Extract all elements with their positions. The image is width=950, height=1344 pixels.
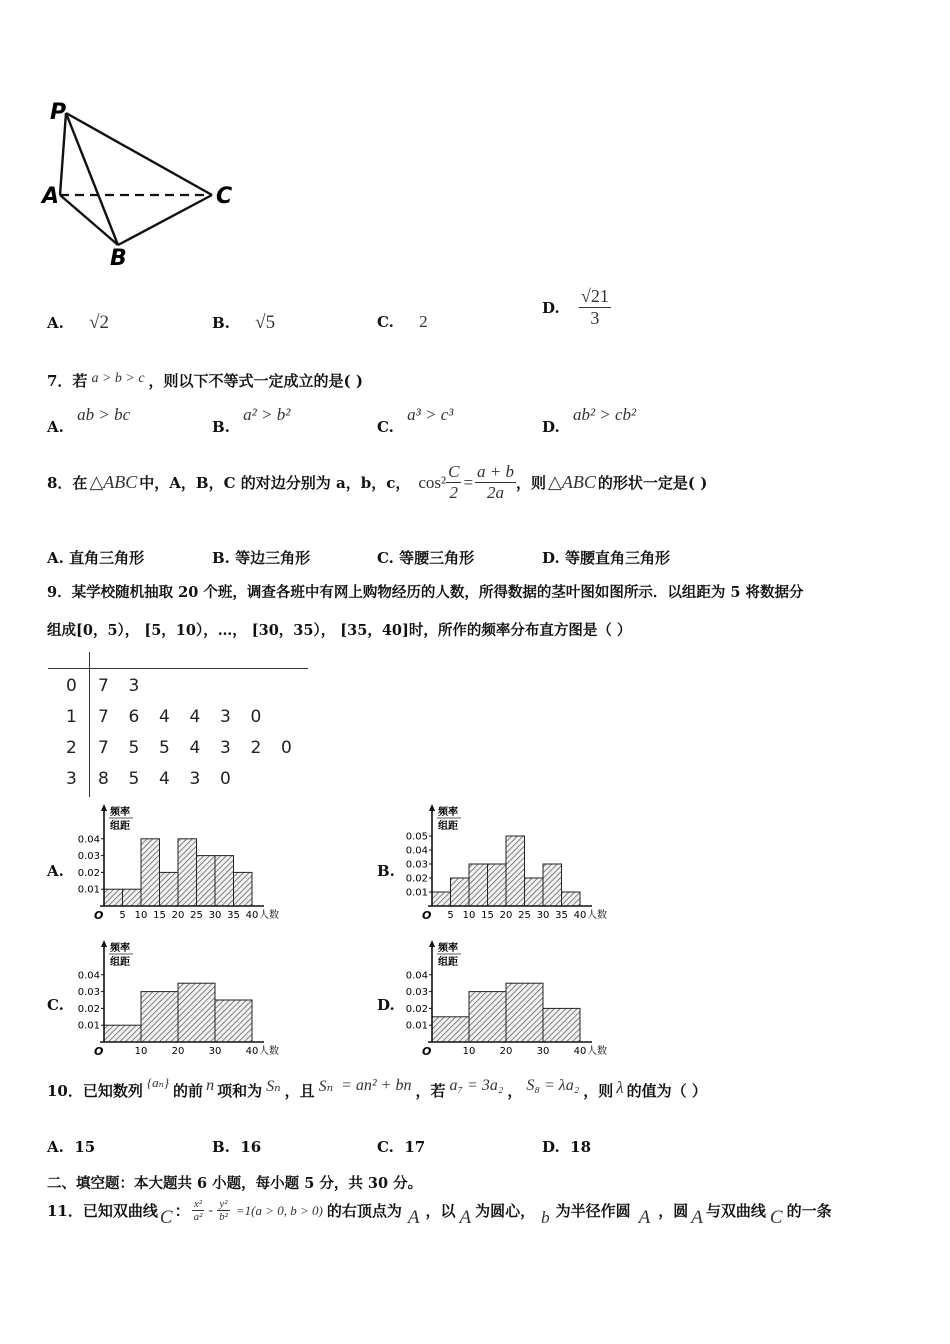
y-tick-label: 0.04 [405, 845, 428, 857]
histogram-d [404, 938, 607, 1062]
x-tick-label: 20 [499, 1046, 513, 1057]
edge-pb [66, 113, 118, 245]
label-c: C [216, 184, 233, 209]
y-tick-label: 0.01 [405, 887, 428, 899]
leaf-value: 2 [250, 738, 262, 758]
x-tick-label: 10 [134, 1046, 148, 1057]
histogram-bar [141, 839, 160, 906]
stem-value: 2 [66, 738, 77, 758]
histogram-bar [525, 878, 544, 906]
y-tick-label: 0.02 [405, 873, 428, 885]
histogram-bar [197, 856, 216, 906]
histogram-bar [543, 1008, 580, 1042]
y-tick-label: 0.02 [77, 1003, 100, 1015]
histogram-bar [215, 1000, 252, 1042]
histogram-bar [488, 864, 507, 906]
y-tick-label: 0.04 [77, 834, 100, 846]
q6-option-b: B. √5 [212, 312, 276, 333]
y-label-top: 频率 [110, 943, 130, 954]
stem-leaf-plot [48, 652, 308, 800]
x-axis-label: 人数 [259, 910, 279, 921]
y-tick-label: 0.03 [77, 987, 100, 999]
histogram-bar [543, 864, 562, 906]
y-tick-label: 0.02 [405, 1003, 428, 1015]
q10-question: 10．已知数列 {aₙ} 的前 n 项和为 Sₙ ，且 Sₙ = an² + bn ，若 a₇ = 3a₂ ， S₈ = λa₂ ，则 λ 的值为（ ） [47, 1074, 707, 1100]
y-tick-label: 0.01 [77, 1020, 100, 1032]
x-tick-label: 35 [227, 910, 240, 921]
x-tick-label: 10 [462, 910, 476, 921]
leaf-value: 4 [189, 707, 201, 727]
x-tick-label: 40 [573, 1046, 587, 1057]
leaf-value: 5 [128, 769, 140, 789]
x-tick-label: 15 [153, 910, 166, 921]
histogram-bar [160, 872, 179, 906]
q9-option-a: A. [47, 862, 64, 880]
y-tick-label: 0.04 [405, 970, 428, 982]
x-tick-label: 30 [536, 910, 550, 921]
y-axis-arrow [429, 940, 435, 947]
y-tick-label: 0.05 [405, 831, 428, 843]
x-tick-label: 15 [481, 910, 494, 921]
y-tick-label: 0.01 [405, 1020, 428, 1032]
histogram-bar [469, 864, 488, 906]
y-tick-label: 0.03 [405, 859, 428, 871]
origin-label: O [422, 909, 432, 922]
histogram-c [76, 938, 279, 1062]
y-label-bottom: 组距 [110, 821, 130, 832]
histogram-bar [506, 983, 543, 1042]
q10-option-d: D. 18 [542, 1138, 592, 1156]
q10-option-a: A. 15 [47, 1138, 96, 1156]
origin-label: O [422, 1045, 432, 1058]
q9-question-line2: 组成[0，5）， [5，10），…， [30，35）， [35，40]时，所作的频率分布直方图是（ ） [47, 622, 632, 639]
histogram-bar [432, 1017, 469, 1042]
q8-option-c: C. 等腰三角形 [377, 549, 475, 567]
leaf-value: 7 [98, 738, 109, 758]
leaf-value: 7 [98, 676, 109, 696]
x-tick-label: 25 [518, 910, 531, 921]
leaf-value: 3 [128, 676, 140, 696]
y-label-bottom: 组距 [110, 957, 130, 968]
leaf-value: 7 [98, 707, 109, 727]
edge-pa [60, 113, 66, 195]
origin-label: O [94, 909, 104, 922]
histogram-bar [178, 839, 197, 906]
histogram-bar [234, 872, 253, 906]
y-tick-label: 0.01 [77, 884, 100, 896]
leaf-value: 4 [159, 707, 170, 727]
x-axis-label: 人数 [587, 910, 607, 921]
x-tick-label: 5 [447, 910, 454, 921]
leaf-value: 4 [159, 769, 170, 789]
leaf-value: 0 [250, 707, 262, 727]
edge-bc [118, 195, 212, 245]
x-tick-label: 25 [190, 910, 203, 921]
q9-option-c: C. [47, 996, 64, 1014]
histogram-a [76, 802, 279, 926]
y-axis-arrow [429, 804, 435, 811]
leaf-value: 3 [220, 707, 231, 727]
x-axis-label: 人数 [587, 1046, 607, 1057]
pyramid-figure [40, 95, 250, 270]
leaf-value: 3 [220, 738, 231, 758]
y-axis-arrow [101, 804, 107, 811]
x-tick-label: 30 [536, 1046, 550, 1057]
stem-header-line [48, 668, 308, 669]
histogram-bar [469, 992, 506, 1042]
leaf-value: 0 [220, 769, 231, 789]
leaf-value: 6 [128, 707, 140, 727]
histogram-bar [123, 889, 142, 906]
label-p: P [50, 100, 67, 125]
leaf-value: 8 [98, 769, 109, 789]
y-tick-label: 0.03 [77, 851, 100, 863]
y-label-top: 频率 [438, 807, 458, 818]
q7-question: 7．若 a > b > c ，则以下不等式一定成立的是( ) [47, 371, 363, 390]
x-tick-label: 35 [555, 910, 568, 921]
y-label-bottom: 组距 [438, 957, 458, 968]
q8-option-a: A. 直角三角形 [47, 549, 145, 567]
y-label-top: 频率 [438, 943, 458, 954]
x-tick-label: 5 [119, 910, 126, 921]
x-tick-label: 20 [171, 910, 185, 921]
y-axis-arrow [101, 940, 107, 947]
q7-option-b: B. a² > b² [212, 405, 291, 436]
q11-question: 11．已知双曲线 C ： $\frac{\text{x²}}{\text{a²}}$ - $\frac{\text{y²}}{\text{b²}}$ =1(a > 0, b > 0) 的右顶点为 A ，以 A 为圆心， b 为半径作圆 A ，圆 A 与双曲线 C 的一条 [47, 1198, 832, 1228]
q6-option-d: D. $\frac{√21}{3}$ [542, 286, 609, 328]
x-tick-label: 30 [208, 1046, 222, 1057]
leaf-value: 4 [189, 738, 201, 758]
x-tick-label: 30 [208, 910, 222, 921]
q9-option-b: B. [377, 862, 395, 880]
q8-option-d: D. 等腰直角三角形 [542, 549, 670, 567]
histogram-bar [104, 1025, 141, 1042]
y-tick-label: 0.04 [77, 970, 100, 982]
histogram-bar [104, 889, 123, 906]
x-tick-label: 20 [171, 1046, 185, 1057]
label-b: B [110, 246, 127, 271]
edge-pc [66, 113, 212, 195]
section-heading-fill-in: 二、填空题：本大题共 6 小题，每小题 5 分，共 30 分。 [47, 1175, 423, 1192]
x-tick-label: 20 [499, 910, 513, 921]
x-axis-label: 人数 [259, 1046, 279, 1057]
stem-divider [89, 652, 90, 797]
q9-question-line1: 9．某学校随机抽取 20 个班，调查各班中有网上购物经历的人数，所得数据的茎叶图如图所示．以组距为 5 将数据分 [47, 584, 804, 601]
q7-option-c: C. a³ > c³ [377, 405, 454, 436]
histogram-bar [178, 983, 215, 1042]
q7-option-a: A. ab > bc [47, 405, 131, 436]
stem-value: 1 [66, 707, 77, 727]
y-label-bottom: 组距 [438, 821, 458, 832]
histogram-bar [506, 836, 525, 906]
q6-option-a: A. √2 [47, 312, 110, 333]
leaf-value: 5 [128, 738, 140, 758]
stem-value: 3 [66, 769, 77, 789]
leaf-value: 3 [189, 769, 201, 789]
q10-option-b: B. 16 [212, 1138, 262, 1156]
q7-option-d: D. ab² > cb² [542, 405, 637, 436]
x-tick-label: 10 [134, 910, 148, 921]
q8-question: 8．在 △ABC 中，A，B，C 的对边分别为 a，b，c， cos² $\frac{C}{2}$ = $\frac{a + b}{2a}$ ，则 △ABC 的形状一定是( ) [47, 462, 708, 502]
leaf-value: 0 [281, 738, 292, 758]
q9-option-d: D. [377, 996, 395, 1014]
origin-label: O [94, 1045, 104, 1058]
leaf-value: 5 [159, 738, 170, 758]
q6-option-c: C. 2 [377, 312, 428, 331]
q10-option-c: C. 17 [377, 1138, 426, 1156]
q8-option-b: B. 等边三角形 [212, 549, 311, 567]
histogram-bar [451, 878, 470, 906]
x-tick-label: 40 [573, 910, 587, 921]
x-tick-label: 10 [462, 1046, 476, 1057]
x-tick-label: 40 [245, 1046, 259, 1057]
histogram-bar [141, 992, 178, 1042]
y-tick-label: 0.02 [77, 867, 100, 879]
label-a: A [42, 184, 60, 209]
stem-value: 0 [66, 676, 77, 696]
histogram-b [404, 802, 607, 926]
histogram-bar [562, 892, 581, 906]
histogram-bar [215, 856, 234, 906]
histogram-bar [432, 892, 451, 906]
y-label-top: 频率 [110, 807, 130, 818]
x-tick-label: 40 [245, 910, 259, 921]
y-tick-label: 0.03 [405, 987, 428, 999]
